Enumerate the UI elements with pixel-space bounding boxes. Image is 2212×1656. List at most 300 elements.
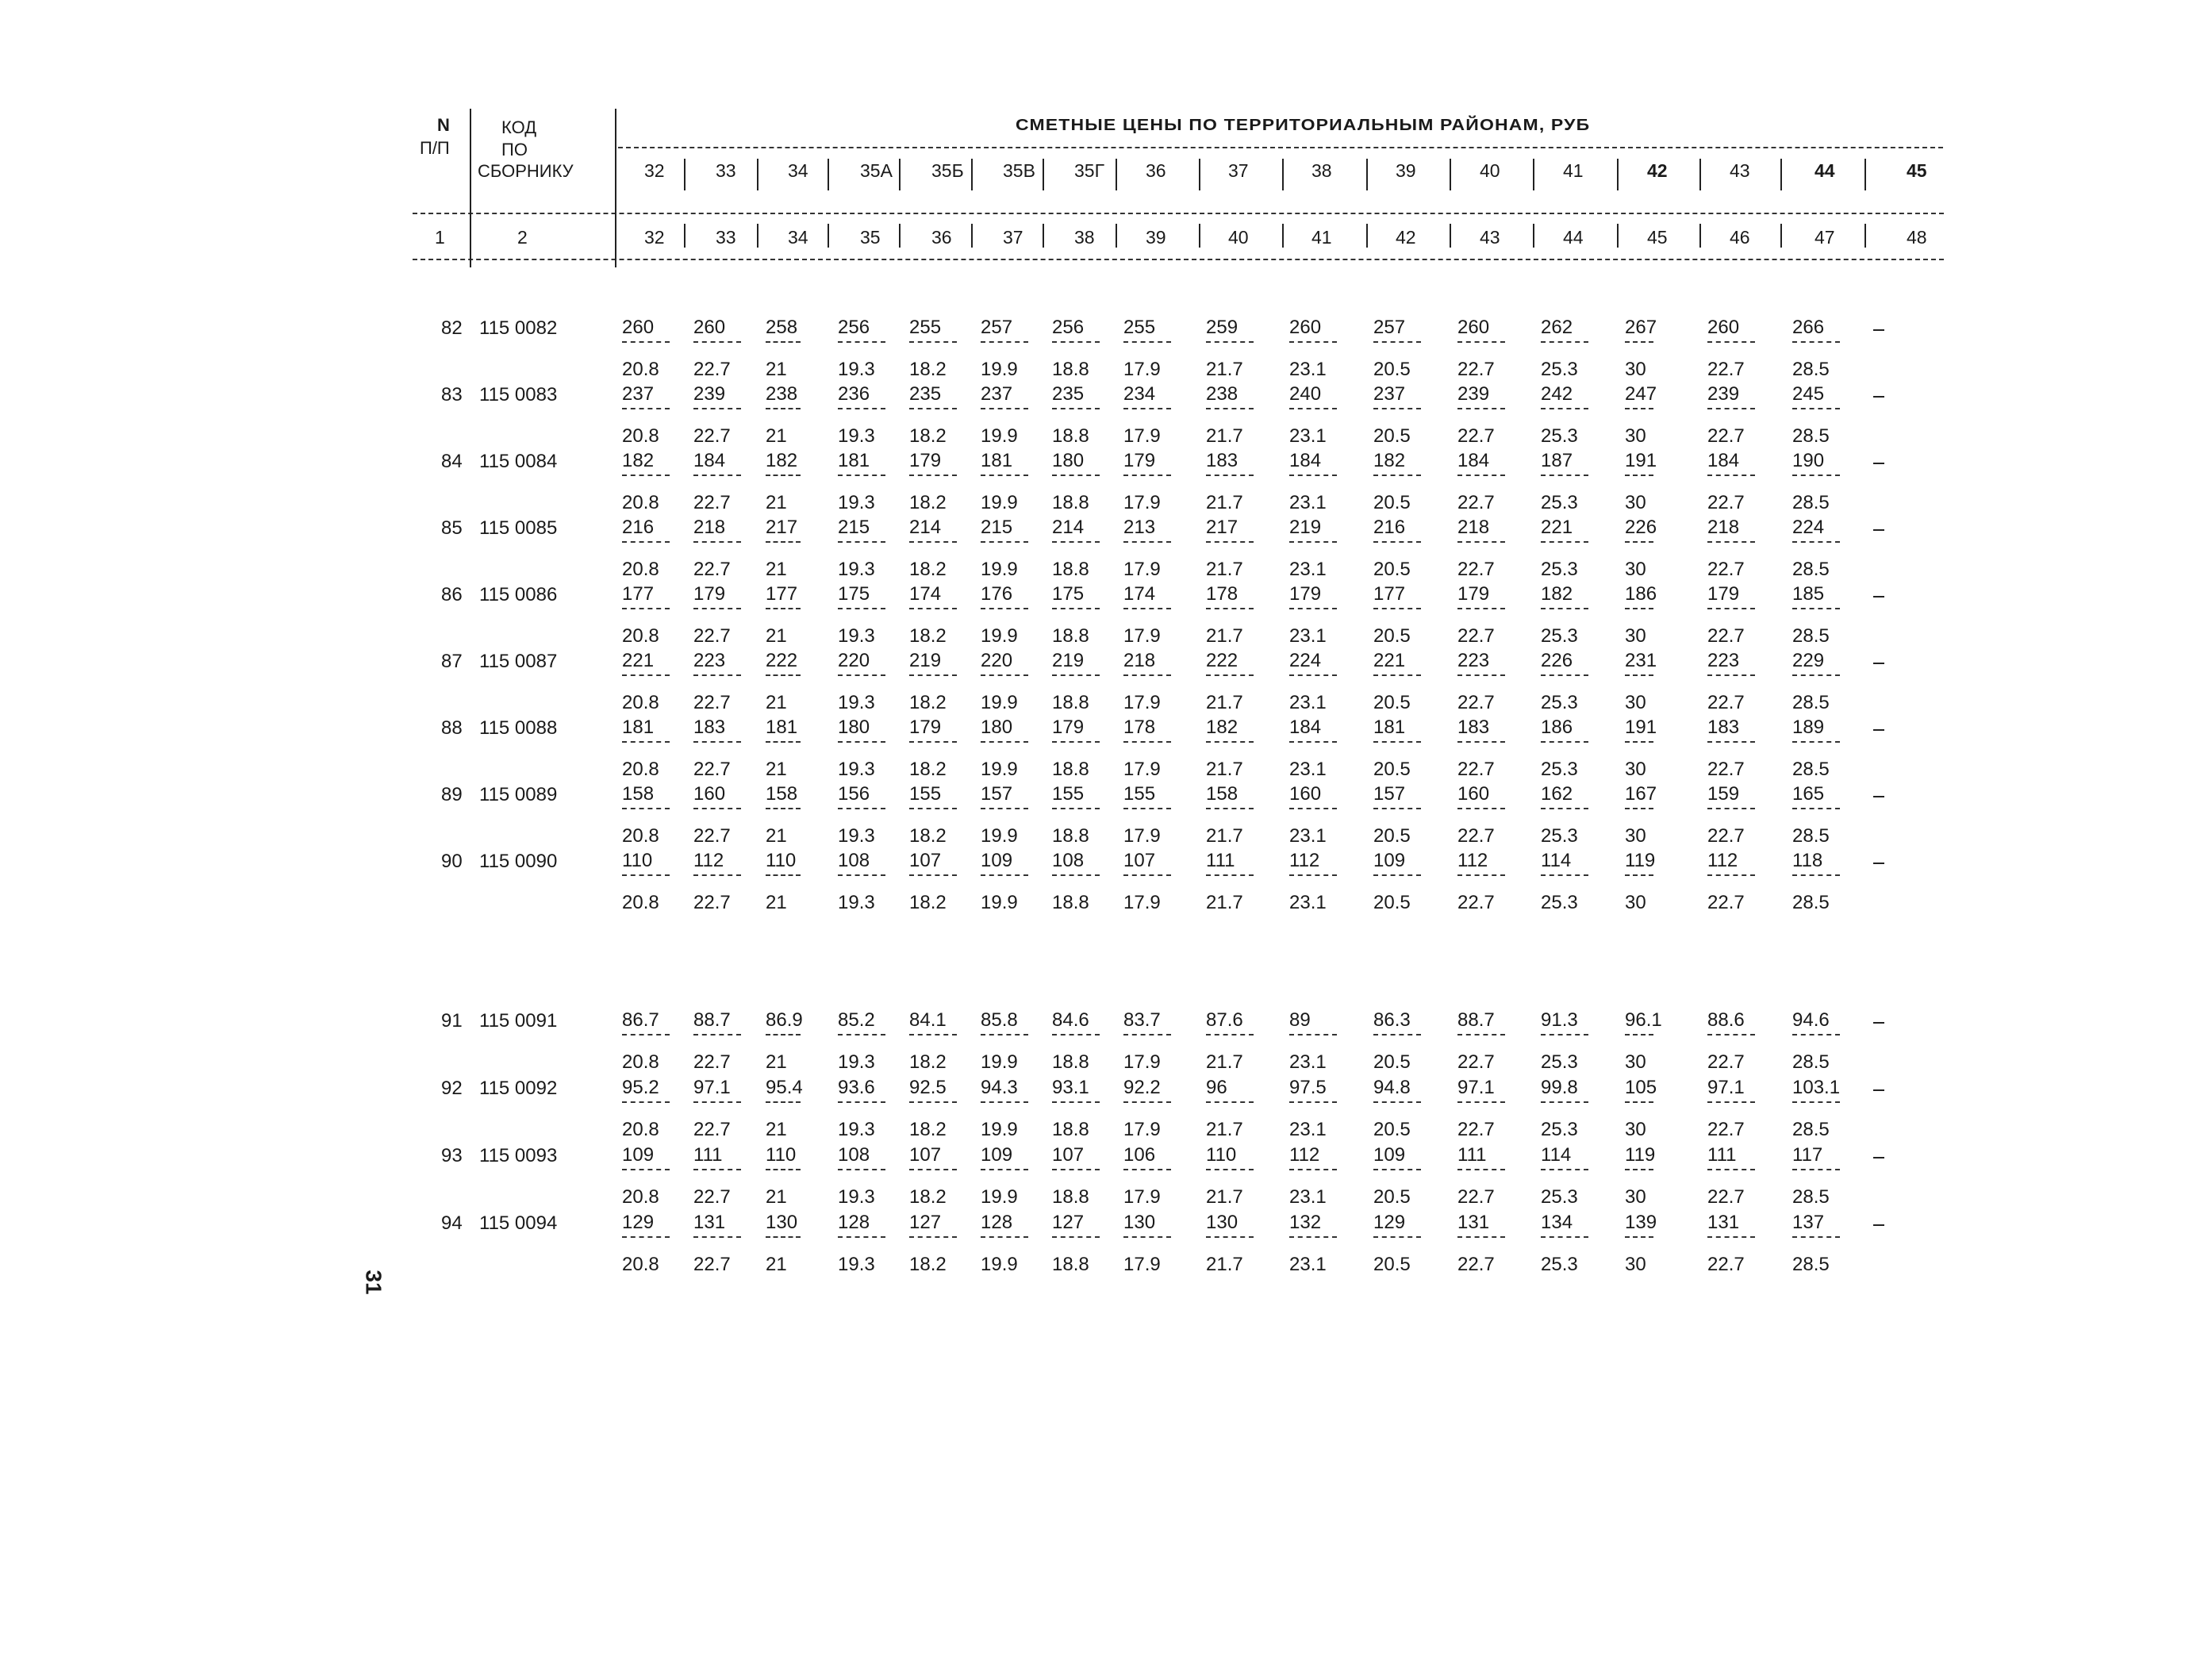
column-header: 34 [788,160,808,181]
fraction-rule [766,475,801,476]
fraction-rule [693,741,741,743]
price-value: 179 [693,583,726,605]
header-separator [1533,159,1534,190]
price-value: 155 [1052,783,1085,805]
fraction-rule [766,1101,801,1103]
coefficient-value: 19.3 [838,492,875,513]
fraction-rule [1289,608,1337,609]
fraction-rule [622,741,670,743]
fraction-rule [1123,608,1171,609]
coefficient-value: 21.7 [1206,1254,1243,1275]
fraction-rule [1373,674,1421,676]
row-tail-dash [1873,729,1884,731]
coefficient-value: 18.2 [909,1254,947,1275]
price-value: 186 [1625,583,1657,605]
fraction-rule [1792,1169,1840,1170]
fraction-rule [838,1236,885,1238]
header-separator [1699,159,1701,190]
price-value: 130 [1206,1212,1238,1233]
column-index: 37 [1003,227,1023,248]
price-value: 88.7 [1457,1009,1495,1031]
price-value: 266 [1792,317,1825,338]
coefficient-value: 18.8 [1052,492,1089,513]
coefficient-value: 20.8 [622,1254,659,1275]
coefficient-value: 30 [1625,492,1646,513]
price-value: 256 [838,317,870,338]
fraction-rule [1206,475,1254,476]
coefficient-value: 17.9 [1123,692,1161,713]
coefficient-value: 28.5 [1792,559,1830,580]
fraction-rule [1052,1169,1100,1170]
fraction-rule [1707,808,1755,809]
row-tail-dash [1873,1022,1884,1024]
price-value: 235 [909,383,942,405]
coefficient-value: 17.9 [1123,359,1161,380]
fraction-rule [693,808,741,809]
price-value: 186 [1541,717,1573,738]
coefficient-value: 22.7 [693,559,731,580]
price-value: 111 [1707,1144,1737,1166]
coefficient-value: 17.9 [1123,625,1161,647]
coefficient-value: 20.5 [1373,1186,1411,1208]
coefficient-value: 18.2 [909,359,947,380]
price-value: 221 [1373,650,1406,671]
fraction-rule [1052,541,1100,543]
coefficient-value: 21.7 [1206,892,1243,913]
fraction-rule [1289,1101,1337,1103]
coefficient-value: 22.7 [1457,892,1495,913]
fraction-rule [838,874,885,876]
coefficient-value: 25.3 [1541,625,1578,647]
coefficient-value: 30 [1625,1186,1646,1208]
fraction-rule [909,808,957,809]
fraction-rule [622,874,670,876]
fraction-rule [1052,475,1100,476]
price-value: 182 [1206,717,1238,738]
coefficient-value: 22.7 [1707,1186,1745,1208]
price-value: 214 [909,517,942,538]
fraction-rule [1206,1034,1254,1035]
price-value: 181 [838,450,870,471]
price-value: 108 [838,1144,870,1166]
coefficient-value: 20.5 [1373,1254,1411,1275]
price-value: 97.1 [1707,1077,1745,1098]
fraction-rule [1373,541,1421,543]
fraction-rule [1123,541,1171,543]
column-header: 37 [1228,160,1249,181]
coefficient-value: 17.9 [1123,825,1161,847]
column-index: 47 [1815,227,1835,248]
row-code: 115 0084 [479,451,558,472]
fraction-rule [1792,874,1840,876]
fraction-rule [1123,1101,1171,1103]
fraction-rule [622,674,670,676]
fraction-rule [1707,541,1755,543]
price-value: 159 [1707,783,1740,805]
row-code: 115 0082 [479,317,558,339]
fraction-rule [1707,874,1755,876]
coefficient-value: 22.7 [693,1119,731,1140]
fraction-rule [1373,808,1421,809]
coefficient-value: 19.9 [981,425,1018,447]
price-value: 109 [1373,850,1406,871]
fraction-rule [981,741,1028,743]
price-value: 94.8 [1373,1077,1411,1098]
coefficient-value: 22.7 [693,1186,731,1208]
header-po-label: ПО [501,140,528,159]
price-value: 117 [1792,1144,1823,1166]
coefficient-value: 21.7 [1206,559,1243,580]
row-number: 91 [441,1010,463,1032]
coefficient-value: 30 [1625,359,1646,380]
fraction-rule [1123,408,1171,409]
row-tail-dash [1873,596,1884,597]
price-value: 259 [1206,317,1238,338]
price-value: 109 [981,1144,1013,1166]
price-value: 127 [909,1212,942,1233]
price-value: 99.8 [1541,1077,1578,1098]
coefficient-value: 18.8 [1052,1186,1089,1208]
price-value: 223 [1457,650,1490,671]
row-tail-dash [1873,463,1884,464]
fraction-rule [766,1169,801,1170]
fraction-rule [1541,408,1588,409]
header-n-label: N [437,115,450,135]
fraction-rule [622,1169,670,1170]
coefficient-value: 22.7 [1457,825,1495,847]
price-value: 187 [1541,450,1573,471]
coefficient-value: 23.1 [1289,1186,1327,1208]
fraction-rule [1373,341,1421,343]
coefficient-value: 20.8 [622,1051,659,1073]
fraction-rule [693,408,741,409]
price-value: 112 [1457,850,1488,871]
price-value: 119 [1625,1144,1656,1166]
column-header: 45 [1907,160,1927,181]
coefficient-value: 22.7 [1707,559,1745,580]
price-value: 237 [981,383,1013,405]
coefficient-value: 21 [766,692,787,713]
coefficient-value: 28.5 [1792,1119,1830,1140]
coefficient-value: 22.7 [1457,492,1495,513]
coefficient-value: 22.7 [1707,359,1745,380]
fraction-rule [1792,1034,1840,1035]
price-value: 220 [838,650,870,671]
coefficient-value: 22.7 [693,759,731,780]
coefficient-value: 28.5 [1792,1254,1830,1275]
price-value: 167 [1625,783,1657,805]
fraction-rule [1289,741,1337,743]
price-value: 110 [1206,1144,1237,1166]
header-separator [1450,159,1451,190]
price-value: 137 [1792,1212,1825,1233]
fraction-rule [1052,341,1100,343]
fraction-rule [1707,741,1755,743]
coefficient-value: 28.5 [1792,759,1830,780]
coefficient-value: 22.7 [1707,692,1745,713]
fraction-rule [622,608,670,609]
fraction-rule [838,1034,885,1035]
coefficient-value: 28.5 [1792,892,1830,913]
price-value: 131 [1457,1212,1490,1233]
price-value: 220 [981,650,1013,671]
price-value: 128 [838,1212,870,1233]
coefficient-value: 19.9 [981,559,1018,580]
fraction-rule [1625,741,1653,743]
price-value: 129 [622,1212,655,1233]
fraction-rule [1541,874,1588,876]
price-value: 107 [909,850,942,871]
header-separator [1780,159,1782,190]
fraction-rule [1625,674,1653,676]
price-value: 86.7 [622,1009,659,1031]
coefficient-value: 22.7 [1457,1119,1495,1140]
row-number: 86 [441,584,463,605]
coefficient-value: 21 [766,359,787,380]
fraction-rule [766,408,801,409]
price-value: 240 [1289,383,1322,405]
coefficient-value: 21.7 [1206,1119,1243,1140]
price-value: 257 [981,317,1013,338]
column-index: 42 [1396,227,1416,248]
price-value: 129 [1373,1212,1406,1233]
fraction-rule [693,1034,741,1035]
coefficient-value: 21.7 [1206,492,1243,513]
price-value: 118 [1792,850,1823,871]
header-separator [684,224,685,248]
fraction-rule [1457,475,1505,476]
column-index: 32 [644,227,665,248]
row-code: 115 0083 [479,384,558,405]
fraction-rule [766,808,801,809]
price-value: 255 [909,317,942,338]
price-value: 160 [1289,783,1322,805]
coefficient-value: 28.5 [1792,625,1830,647]
header-separator [971,224,973,248]
header-separator [1864,224,1866,248]
column-index: 35 [860,227,881,248]
fraction-rule [909,874,957,876]
price-value: 86.9 [766,1009,803,1031]
coefficient-value: 21 [766,559,787,580]
fraction-rule [1373,1034,1421,1035]
price-value: 160 [1457,783,1490,805]
fraction-rule [1052,874,1100,876]
fraction-rule [1373,608,1421,609]
price-value: 219 [1289,517,1322,538]
column-index: 34 [788,227,808,248]
coefficient-value: 22.7 [1707,1051,1745,1073]
column-index: 39 [1146,227,1166,248]
fraction-rule [1707,475,1755,476]
coefficient-value: 18.8 [1052,759,1089,780]
fraction-rule [1625,475,1653,476]
fraction-rule [622,1101,670,1103]
coefficient-value: 21 [766,425,787,447]
price-value: 128 [981,1212,1013,1233]
coefficient-value: 19.9 [981,1051,1018,1073]
price-value: 226 [1541,650,1573,671]
fraction-rule [1289,674,1337,676]
fraction-rule [1373,1169,1421,1170]
header-separator [899,159,901,190]
row-code: 115 0088 [479,717,558,739]
fraction-rule [1625,808,1653,809]
fraction-rule [622,1236,670,1238]
fraction-rule [1123,1236,1171,1238]
price-value: 221 [622,650,655,671]
price-value: 96 [1206,1077,1227,1098]
header-rule [413,259,1944,260]
row-number: 94 [441,1212,463,1234]
column-header: 40 [1480,160,1500,181]
row-number: 85 [441,517,463,539]
fraction-rule [981,1034,1028,1035]
coefficient-value: 22.7 [693,492,731,513]
fraction-rule [1373,408,1421,409]
price-value: 178 [1123,717,1156,738]
price-value: 110 [766,850,797,871]
price-value: 184 [1289,450,1322,471]
fraction-rule [1792,408,1840,409]
price-value: 178 [1206,583,1238,605]
coefficient-value: 30 [1625,692,1646,713]
row-code: 115 0085 [479,517,558,539]
column-index: 48 [1907,227,1927,248]
fraction-rule [909,1101,957,1103]
coefficient-value: 28.5 [1792,359,1830,380]
header-separator [1533,224,1534,248]
coefficient-value: 28.5 [1792,1051,1830,1073]
coefficient-value: 21 [766,492,787,513]
table-title: СМЕТНЫЕ ЦЕНЫ ПО ТЕРРИТОРИАЛЬНЫМ РАЙОНАМ, РУБ [1016,117,1591,134]
coefficient-value: 30 [1625,892,1646,913]
price-value: 223 [1707,650,1740,671]
fraction-rule [1123,741,1171,743]
price-value: 88.7 [693,1009,731,1031]
price-value: 95.2 [622,1077,659,1098]
coefficient-value: 25.3 [1541,692,1578,713]
column-index: 43 [1480,227,1500,248]
price-value: 181 [1373,717,1406,738]
price-value: 245 [1792,383,1825,405]
coefficient-value: 22.7 [1707,492,1745,513]
price-value: 219 [1052,650,1085,671]
row-number: 88 [441,717,463,739]
fraction-rule [1457,341,1505,343]
fraction-rule [1052,808,1100,809]
price-value: 222 [1206,650,1238,671]
coefficient-value: 21.7 [1206,825,1243,847]
coefficient-value: 21 [766,1119,787,1140]
fraction-rule [1123,475,1171,476]
price-value: 111 [693,1144,723,1166]
coefficient-value: 20.8 [622,759,659,780]
price-value: 239 [1457,383,1490,405]
fraction-rule [766,541,801,543]
column-header: 38 [1311,160,1332,181]
fraction-rule [1707,674,1755,676]
fraction-rule [1541,1034,1588,1035]
header-code-label: КОД [501,117,537,137]
fraction-rule [1373,1101,1421,1103]
fraction-rule [1206,341,1254,343]
header-separator [1450,224,1451,248]
price-value: 105 [1625,1077,1657,1098]
coefficient-value: 20.8 [622,692,659,713]
fraction-rule [1541,1236,1588,1238]
header-separator [1199,224,1200,248]
column-header: 44 [1815,160,1835,181]
header-separator [757,224,758,248]
price-value: 185 [1792,583,1825,605]
coefficient-value: 23.1 [1289,359,1327,380]
price-value: 110 [766,1144,797,1166]
fraction-rule [909,674,957,676]
coefficient-value: 23.1 [1289,625,1327,647]
price-value: 191 [1625,450,1657,471]
price-value: 223 [693,650,726,671]
price-value: 260 [1457,317,1490,338]
coefficient-value: 23.1 [1289,559,1327,580]
fraction-rule [693,874,741,876]
coefficient-value: 19.3 [838,759,875,780]
coefficient-value: 20.5 [1373,759,1411,780]
fraction-rule [1206,674,1254,676]
coefficient-value: 28.5 [1792,692,1830,713]
price-value: 218 [1707,517,1740,538]
fraction-rule [693,1101,741,1103]
price-value: 114 [1541,850,1572,871]
fraction-rule [838,475,885,476]
fraction-rule [1206,1169,1254,1170]
price-value: 87.6 [1206,1009,1243,1031]
coefficient-value: 18.8 [1052,1119,1089,1140]
header-sborniku-label: СБОРНИКУ [478,161,574,181]
coefficient-value: 25.3 [1541,559,1578,580]
coefficient-value: 21 [766,625,787,647]
coefficient-value: 19.9 [981,1186,1018,1208]
price-value: 134 [1541,1212,1573,1233]
coefficient-value: 22.7 [1457,625,1495,647]
coefficient-value: 17.9 [1123,892,1161,913]
coefficient-value: 19.3 [838,825,875,847]
column-index: 46 [1730,227,1750,248]
price-value: 217 [1206,517,1238,538]
coefficient-value: 23.1 [1289,1119,1327,1140]
price-value: 229 [1792,650,1825,671]
price-value: 218 [693,517,726,538]
price-value: 183 [1206,450,1238,471]
price-value: 160 [693,783,726,805]
coefficient-value: 30 [1625,559,1646,580]
price-value: 260 [1289,317,1322,338]
coefficient-value: 18.2 [909,1186,947,1208]
price-value: 176 [981,583,1013,605]
price-value: 94.6 [1792,1009,1830,1031]
coefficient-value: 22.7 [1707,1119,1745,1140]
fraction-rule [1457,1236,1505,1238]
coefficient-value: 22.7 [693,425,731,447]
price-value: 177 [1373,583,1406,605]
price-value: 267 [1625,317,1657,338]
price-value: 222 [766,650,798,671]
fraction-rule [1373,475,1421,476]
fraction-rule [1792,608,1840,609]
fraction-rule [693,1236,741,1238]
price-value: 97.1 [693,1077,731,1098]
price-value: 182 [622,450,655,471]
